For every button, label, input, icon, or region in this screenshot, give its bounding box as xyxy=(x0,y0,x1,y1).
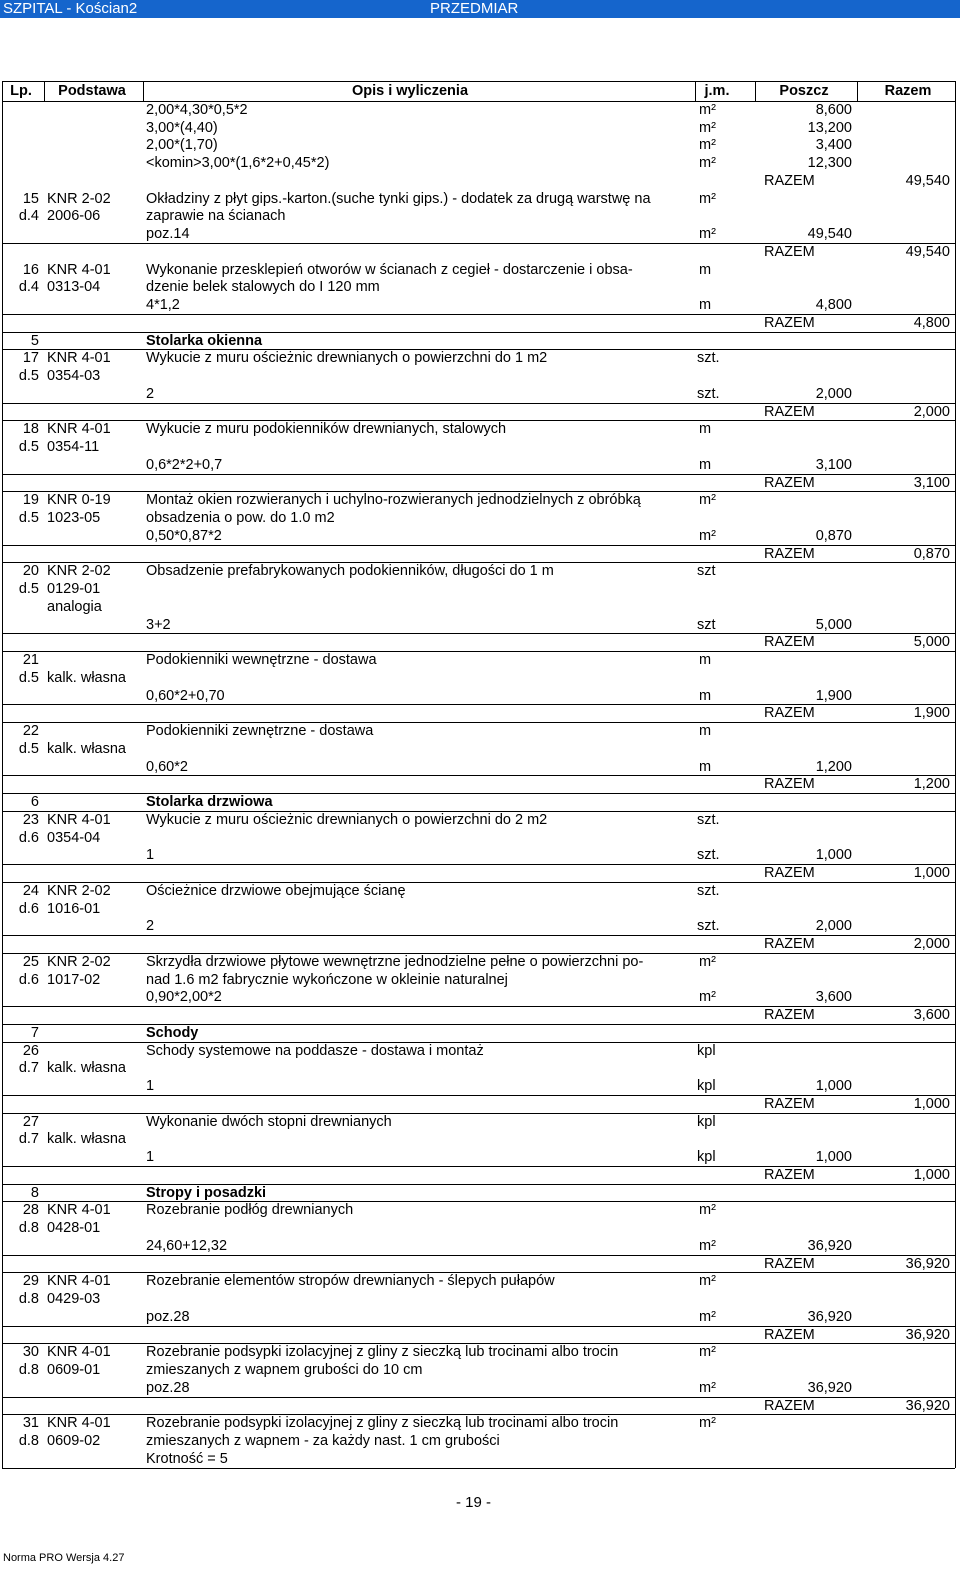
item-basis: 0609-01 xyxy=(47,1362,101,1378)
unit: m² xyxy=(699,528,716,544)
unit: m² xyxy=(699,155,716,171)
item-description: 0,60*2 xyxy=(146,759,188,775)
item-basis: KNR 4-01 xyxy=(47,1344,111,1360)
row-separator xyxy=(2,651,955,652)
item-description: 3+2 xyxy=(146,617,171,633)
item-number: 8 xyxy=(30,1185,39,1201)
total-value: 36,920 xyxy=(905,1398,950,1414)
jm-col-divider xyxy=(755,81,756,101)
column-header: Lp. xyxy=(10,83,32,99)
item-description: 24,60+12,32 xyxy=(146,1238,228,1254)
item-description: Rozebranie elementów stropów drewnianych - ślepych pułapów xyxy=(146,1273,555,1289)
total-value: 1,200 xyxy=(913,776,950,792)
item-number: d.5 xyxy=(18,368,39,384)
partial-value: 4,800 xyxy=(815,297,852,313)
item-number: d.5 xyxy=(18,510,39,526)
partial-value: 3,400 xyxy=(815,137,852,153)
subtotal-label: RAZEM xyxy=(764,315,815,331)
item-basis: 0428-01 xyxy=(47,1220,101,1236)
partial-value: 1,000 xyxy=(815,847,852,863)
total-value: 5,000 xyxy=(913,634,950,650)
partial-value: 8,600 xyxy=(815,102,852,118)
item-number: 16 xyxy=(22,262,39,278)
item-number: 22 xyxy=(22,723,39,739)
item-description: Wykucie z muru ościeżnic drewnianych o powierzchni do 1 m2 xyxy=(146,350,548,366)
unit: m² xyxy=(699,137,716,153)
software-version: Norma PRO Wersja 4.27 xyxy=(3,1552,125,1564)
item-number: 7 xyxy=(30,1025,39,1041)
row-separator xyxy=(2,332,955,333)
item-number: 24 xyxy=(22,883,39,899)
item-number: d.7 xyxy=(18,1060,39,1076)
item-description: obsadzenia o pow. do 1.0 m2 xyxy=(146,510,335,526)
section-title: Schody xyxy=(146,1025,199,1041)
item-description: poz.28 xyxy=(146,1380,190,1396)
item-description: Rozebranie podłóg drewnianych xyxy=(146,1202,354,1218)
subtotal-label: RAZEM xyxy=(764,1096,815,1112)
partial-value: 36,920 xyxy=(807,1380,852,1396)
item-basis: KNR 2-02 xyxy=(47,563,111,579)
unit: m² xyxy=(699,492,716,508)
item-number: 15 xyxy=(22,191,39,207)
item-number: d.4 xyxy=(18,279,39,295)
unit: m² xyxy=(699,102,716,118)
column-header: j.m. xyxy=(704,83,730,99)
section-title: Stolarka okienna xyxy=(146,333,263,349)
item-description: zmieszanych z wapnem - za każdy nast. 1 cm grubości xyxy=(146,1433,500,1449)
item-number: 26 xyxy=(22,1043,39,1059)
partial-value: 5,000 xyxy=(815,617,852,633)
item-basis: analogia xyxy=(47,599,102,615)
item-number: d.6 xyxy=(18,901,39,917)
unit: m² xyxy=(699,226,716,242)
total-value: 2,000 xyxy=(913,936,950,952)
subtotal-label: RAZEM xyxy=(764,404,815,420)
item-description: Skrzydła drzwiowe płytowe wewnętrzne jednodzielne pełne o powierzchni po- xyxy=(146,954,644,970)
item-description: poz.14 xyxy=(146,226,190,242)
partial-value: 0,870 xyxy=(815,528,852,544)
total-value: 3,600 xyxy=(913,1007,950,1023)
unit: szt. xyxy=(697,350,720,366)
item-description: dzenie belek stalowych do I 120 mm xyxy=(146,279,380,295)
partial-value: 12,300 xyxy=(807,155,852,171)
document-title: SZPITAL - Kościan2 xyxy=(3,0,138,17)
item-number: 18 xyxy=(22,421,39,437)
row-separator xyxy=(2,882,955,883)
unit: m² xyxy=(699,1309,716,1325)
unit: m² xyxy=(699,191,716,207)
partial-value: 2,000 xyxy=(815,918,852,934)
partial-value: 3,600 xyxy=(815,989,852,1005)
total-value: 36,920 xyxy=(905,1256,950,1272)
item-description: Wykonanie dwóch stopni drewnianych xyxy=(146,1114,392,1130)
item-description: 3,00*(4,40) xyxy=(146,120,218,136)
item-basis: 0129-01 xyxy=(47,581,101,597)
item-number: 5 xyxy=(30,333,39,349)
item-number: d.5 xyxy=(18,741,39,757)
item-basis: KNR 4-01 xyxy=(47,262,111,278)
item-number: d.6 xyxy=(18,830,39,846)
item-number: 20 xyxy=(22,563,39,579)
subtotal-label: RAZEM xyxy=(764,776,815,792)
unit: szt. xyxy=(697,812,720,828)
unit: m xyxy=(699,723,712,739)
unit: m xyxy=(699,297,712,313)
unit: szt xyxy=(697,617,716,633)
item-basis: KNR 2-02 xyxy=(47,883,111,899)
item-description: 0,6*2*2+0,7 xyxy=(146,457,223,473)
table-border-left xyxy=(2,81,3,1468)
partial-value: 13,200 xyxy=(807,120,852,136)
partial-value: 2,000 xyxy=(815,386,852,402)
unit: kpl xyxy=(697,1043,716,1059)
column-header: Podstawa xyxy=(58,83,126,99)
item-basis: KNR 4-01 xyxy=(47,1202,111,1218)
item-basis: 1016-01 xyxy=(47,901,101,917)
subtotal-label: RAZEM xyxy=(764,1167,815,1183)
total-value: 3,100 xyxy=(913,475,950,491)
partial-value: 3,100 xyxy=(815,457,852,473)
item-description: Rozebranie podsypki izolacyjnej z gliny z sieczką lub trocinami albo trocin xyxy=(146,1344,619,1360)
item-description: zaprawie na ścianach xyxy=(146,208,286,224)
unit: kpl xyxy=(697,1078,716,1094)
item-basis: kalk. własna xyxy=(47,1060,126,1076)
subtotal-label: RAZEM xyxy=(764,865,815,881)
item-basis: 0354-11 xyxy=(47,439,100,455)
item-description: zmieszanych z wapnem grubości do 10 cm xyxy=(146,1362,423,1378)
item-description: poz.28 xyxy=(146,1309,190,1325)
item-number: d.5 xyxy=(18,581,39,597)
total-value: 49,540 xyxy=(905,173,950,189)
unit: m xyxy=(699,759,712,775)
unit: szt. xyxy=(697,918,720,934)
row-separator xyxy=(2,793,955,794)
poszcz-col-divider xyxy=(857,81,858,101)
partial-value: 36,920 xyxy=(807,1309,852,1325)
table-bottom-border xyxy=(2,1468,955,1469)
item-description: Wykucie z muru ościeżnic drewnianych o powierzchni do 2 m2 xyxy=(146,812,548,828)
item-basis: KNR 4-01 xyxy=(47,350,111,366)
total-value: 36,920 xyxy=(905,1327,950,1343)
unit: m² xyxy=(699,1380,716,1396)
unit: m² xyxy=(699,954,716,970)
item-description: Podokienniki zewnętrzne - dostawa xyxy=(146,723,374,739)
item-number: d.7 xyxy=(18,1131,39,1147)
item-description: Krotność = 5 xyxy=(146,1451,228,1467)
unit: m² xyxy=(699,120,716,136)
subtotal-label: RAZEM xyxy=(764,173,815,189)
subtotal-label: RAZEM xyxy=(764,546,815,562)
item-number: 31 xyxy=(22,1415,39,1431)
subtotal-label: RAZEM xyxy=(764,1327,815,1343)
item-description: 1 xyxy=(146,1078,155,1094)
item-number: d.8 xyxy=(18,1291,39,1307)
item-description: 2,00*4,30*0,5*2 xyxy=(146,102,248,118)
lp-col-divider xyxy=(44,81,45,101)
partial-value: 1,000 xyxy=(815,1149,852,1165)
item-description: Schody systemowe na poddasze - dostawa i montaż xyxy=(146,1043,484,1059)
item-basis: KNR 2-02 xyxy=(47,954,111,970)
table-border-right xyxy=(955,81,956,1468)
total-value: 0,870 xyxy=(913,546,950,562)
item-description: Wykucie z muru podokienników drewnianych, stalowych xyxy=(146,421,507,437)
unit: szt. xyxy=(697,386,720,402)
subtotal-label: RAZEM xyxy=(764,705,815,721)
partial-value: 36,920 xyxy=(807,1238,852,1254)
column-header: Razem xyxy=(884,83,932,99)
item-description: 0,60*2+0,70 xyxy=(146,688,225,704)
item-basis: KNR 4-01 xyxy=(47,1273,111,1289)
subtotal-label: RAZEM xyxy=(764,475,815,491)
item-description: 0,90*2,00*2 xyxy=(146,989,222,1005)
subtotal-label: RAZEM xyxy=(764,244,815,260)
partial-value: 1,900 xyxy=(815,688,852,704)
item-number: 17 xyxy=(22,350,39,366)
unit: szt. xyxy=(697,883,720,899)
unit: m² xyxy=(699,1238,716,1254)
unit: m xyxy=(699,262,712,278)
item-number: d.5 xyxy=(18,670,39,686)
unit: szt. xyxy=(697,847,720,863)
item-description: Montaż okien rozwieranych i uchylno-rozwieranych jednodzielnych z obróbką xyxy=(146,492,641,508)
unit: m² xyxy=(699,989,716,1005)
item-number: d.8 xyxy=(18,1433,39,1449)
item-basis: 0429-03 xyxy=(47,1291,101,1307)
item-description: 1 xyxy=(146,1149,155,1165)
page-number: - 19 - xyxy=(456,1494,492,1511)
unit: szt xyxy=(697,563,716,579)
item-number: d.6 xyxy=(18,972,39,988)
row-separator xyxy=(2,1113,955,1114)
unit: m² xyxy=(699,1202,716,1218)
item-description: Obsadzenie prefabrykowanych podokienników, długości do 1 m xyxy=(146,563,554,579)
item-basis: KNR 4-01 xyxy=(47,421,111,437)
item-description: Rozebranie podsypki izolacyjnej z gliny z sieczką lub trocinami albo trocin xyxy=(146,1415,619,1431)
item-basis: kalk. własna xyxy=(47,741,126,757)
total-value: 1,900 xyxy=(913,705,950,721)
item-basis: 1017-02 xyxy=(47,972,101,988)
total-value: 1,000 xyxy=(913,1096,950,1112)
unit: m xyxy=(699,457,712,473)
table-top-border xyxy=(2,81,955,82)
item-description: 0,50*0,87*2 xyxy=(146,528,222,544)
item-basis: kalk. własna xyxy=(47,670,126,686)
opis-col-divider xyxy=(695,81,696,101)
total-value: 49,540 xyxy=(905,244,950,260)
item-basis: 0354-04 xyxy=(47,830,101,846)
unit: m xyxy=(699,688,712,704)
total-value: 1,000 xyxy=(913,865,950,881)
item-description: 2 xyxy=(146,386,155,402)
subtotal-label: RAZEM xyxy=(764,634,815,650)
unit: m² xyxy=(699,1344,716,1360)
subtotal-label: RAZEM xyxy=(764,1256,815,1272)
unit: m xyxy=(699,421,712,437)
document-type: PRZEDMIAR xyxy=(430,0,519,17)
column-header: Poszcz xyxy=(779,83,829,99)
row-separator xyxy=(2,722,955,723)
item-number: 19 xyxy=(22,492,39,508)
section-title: Stropy i posadzki xyxy=(146,1185,267,1201)
item-description: 2,00*(1,70) xyxy=(146,137,218,153)
total-value: 2,000 xyxy=(913,404,950,420)
item-number: 27 xyxy=(22,1114,39,1130)
partial-value: 1,000 xyxy=(815,1078,852,1094)
item-description: Wykonanie przesklepień otworów w ścianach z cegieł - dostarczenie i obsa- xyxy=(146,262,633,278)
partial-value: 49,540 xyxy=(807,226,852,242)
section-title: Stolarka drzwiowa xyxy=(146,794,273,810)
item-description: <komin>3,00*(1,6*2+0,45*2) xyxy=(146,155,330,171)
item-description: 1 xyxy=(146,847,155,863)
row-separator xyxy=(2,1201,955,1202)
item-description: 4*1,2 xyxy=(146,297,180,313)
item-description: Podokienniki wewnętrzne - dostawa xyxy=(146,652,377,668)
unit: m xyxy=(699,652,712,668)
unit: m² xyxy=(699,1273,716,1289)
total-value: 4,800 xyxy=(913,315,950,331)
item-basis: KNR 2-02 xyxy=(47,191,111,207)
subtotal-label: RAZEM xyxy=(764,1007,815,1023)
item-number: d.4 xyxy=(18,208,39,224)
item-number: 21 xyxy=(22,652,39,668)
item-basis: KNR 4-01 xyxy=(47,812,111,828)
item-basis: 1023-05 xyxy=(47,510,101,526)
total-value: 1,000 xyxy=(913,1167,950,1183)
unit: kpl xyxy=(697,1149,716,1165)
item-number: 6 xyxy=(30,794,39,810)
item-number: 29 xyxy=(22,1273,39,1289)
podstawa-col-divider xyxy=(143,81,144,101)
item-number: 23 xyxy=(22,812,39,828)
item-description: nad 1.6 m2 fabrycznie wykończone w okleinie naturalnej xyxy=(146,972,508,988)
item-basis: 0313-04 xyxy=(47,279,101,295)
partial-value: 1,200 xyxy=(815,759,852,775)
column-header: Opis i wyliczenia xyxy=(351,83,469,99)
item-description: 2 xyxy=(146,918,155,934)
unit: m² xyxy=(699,1415,716,1431)
item-number: 28 xyxy=(22,1202,39,1218)
item-basis: KNR 0-19 xyxy=(47,492,111,508)
subtotal-label: RAZEM xyxy=(764,1398,815,1414)
item-description: Okładziny z płyt gips.-karton.(suche tynki gips.) - dodatek za drugą warstwę na xyxy=(146,191,651,207)
item-number: 30 xyxy=(22,1344,39,1360)
item-number: d.8 xyxy=(18,1220,39,1236)
row-separator xyxy=(2,1024,955,1025)
item-basis: kalk. własna xyxy=(47,1131,126,1147)
item-basis: 0354-03 xyxy=(47,368,101,384)
item-description: Ościeżnice drzwiowe obejmujące ścianę xyxy=(146,883,406,899)
row-separator xyxy=(2,1184,955,1185)
item-number: d.5 xyxy=(18,439,39,455)
item-number: 25 xyxy=(22,954,39,970)
item-basis: 2006-06 xyxy=(47,208,101,224)
subtotal-label: RAZEM xyxy=(764,936,815,952)
item-basis: 0609-02 xyxy=(47,1433,101,1449)
item-basis: KNR 4-01 xyxy=(47,1415,111,1431)
item-number: d.8 xyxy=(18,1362,39,1378)
unit: kpl xyxy=(697,1114,716,1130)
